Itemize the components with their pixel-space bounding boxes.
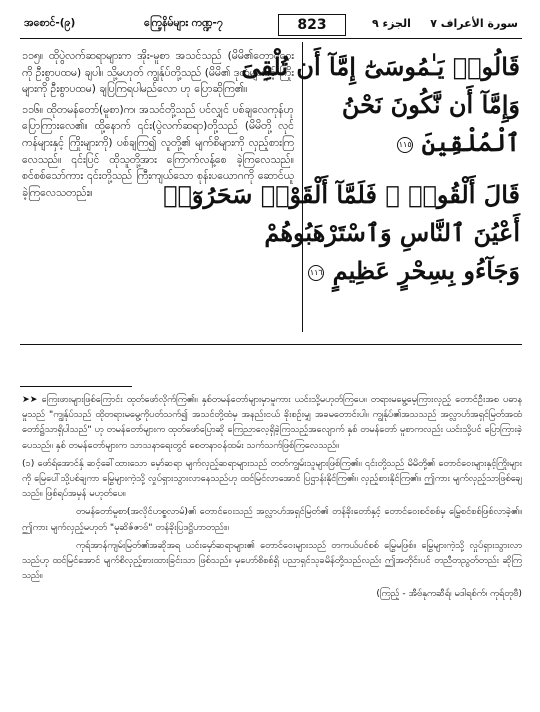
section-label: ကြေ့နိမ်များ ကဏ္ဍ-၇ xyxy=(144,17,223,29)
arabic-line-text: ٱلْمُلْقِينَ xyxy=(421,128,520,157)
footnote-paragraph: တမန်တော်မူစာ(အလိုင်ဟစ္စလာမ်)၏ တောင်ဝေးသည် အလ္လာဟ်အရှင်မြတ်၏ တန်ခိုးတော်နှင့် တောင်ဝေးစင်စစ်မှ မြွေစင်စစ်ဖြစ်လာခဲ့၏။ ဤကား မျက်လှည့်မဟုတ် "မုဆိဇ်ဇာဗ်" တန်ခိုးပြဒဋ္ဌိဟာတည်း။ xyxy=(22,506,522,533)
juz-label: الجزء ٩ xyxy=(372,17,411,30)
footnotes xyxy=(22,392,522,605)
translation-verse-115: ၁၁၅။ ထိုပွဲလက်ဆရာများက အိုး-မူစာ အသင်သည် (မိမိ၏တောင်ဝေးကို ဦးစွာပထမ) ချပါ။ သို့မဟုတ် ကျွန်ုပ်တို့သည် (မိမိ၏ ဒုတ်များနှင့် ကြိုးများကို ဦးစွာပထမ) ချပြကြရပါမည်လော ဟု ပြောဆိုကြ၏။ xyxy=(22,50,294,96)
arabic-line-text: وَجَآءُو بِسِحْرٍ عَظِيمٍ xyxy=(332,256,520,285)
arabic-line: قَالُوا۟ يَـٰمُوسَىٰٓ إِمَّآ أَن تُلْقِىَ xyxy=(241,52,520,81)
footnote-divider xyxy=(20,386,132,387)
translation-verse-116: ၁၁၆။ ထိုတမန်တော်(မူစာ)က၊ အသင်တို့သည် ပင်လျှင် ပစ်ချလေကုန်ဟု ပြောကြားလေ၏။ ထို့နောက် ၎င်း(ပွဲလက်ဆရာ)တို့သည် (မိမိတို့ လုင်ကန်များနှင့် ကြိုးများကို) ပစ်ချကြ၍ လူတို့၏ မျက်စိများကို လှည့်စားကြလေသည်။ ၎င်းပြင် ထိုသူတို့အား ကြောက်လန့်စေ ခဲ့ကြလေသည်။ စင်စစ်သော်ကား ၎င်းတို့သည် ကြီးကျယ်သော စုန်းပယောဂကို ဆောင်ယူခဲ့ကြလေသတည်း။ xyxy=(22,103,294,199)
arabic-line: أَعْيُنَ ٱلنَّاسِ وَٱسْتَرْهَبُوهُمْ xyxy=(264,218,520,247)
header-rule xyxy=(20,38,522,39)
footnote-paragraph: ကုရ်အာန်ကျမ်းမြတ်၏အဆိုအရ ယင်းမှော်ဆရာများ၏ တောင်ဝေးများသည် တကယ်ပင်စစ် မြွေမဖြစ်။ မြွေများကဲ့သို့ လှုပ်ရှားသွားလာသည်ဟု ထင်မြင်အောင် မျက်စိလှည့်စားထားခြင်းသာ ဖြစ်သည်။ မှဟော်စိစစ်ရှိ ပညာရှင်သုခမိန်တို့သည်လည်း ဤအတိုင်းပင် တညီတညွတ်တည်း ဆိုကြသည်။ xyxy=(22,539,522,582)
arabic-line xyxy=(309,252,520,290)
sura-label: سورة الأعراف ٧ xyxy=(430,17,518,30)
arabic-line xyxy=(312,124,520,162)
footnote-source: (ကြည့် - အီဗ်နုကဆီရ်၊ မဒါရစ်က်၊ ကုရ်တုဗီ) xyxy=(376,588,522,600)
arabic-column xyxy=(163,48,520,290)
volume-label: အစောင်-(၉) xyxy=(24,17,76,29)
page-number: 823 xyxy=(278,14,346,36)
running-header xyxy=(20,14,522,38)
body-bottom-rule xyxy=(20,344,522,345)
page xyxy=(20,14,522,704)
verse-number-marker: ١١٥ xyxy=(397,137,413,153)
arabic-line: قَالَ أَلْقُوا۟ ۖ فَلَمَّآ أَلْقَوْا۟ سَحَرُوٓا۟ xyxy=(163,180,520,209)
footnote-paragraph: (၁) ဖော်ရ်အောင်နှ် ဆင့်ခေါ်ထားသော မှော်ဆရာ မျက်လှည့်ဆရာများသည် တတ်ကျွမ်းသူများဖြစ်ကြ၏။ ၎င်းတို့သည် မိမိတို့၏ တောင်ဝေးများနှင့်ကြိုးများကို မြေပေါ်သို့ပစ်ချကာ မြွေများကဲ့သို့ လှုပ်ရှားသွားလာနေသည်ဟု ထင်မြင်လာအောင် ပြဌာန်းနိုင်ကြ၏။ လှည့်စားနိုင်ကြ၏။ ဤကား မျက်လှည့်သာဖြစ်ချေသည်။ ဖြစ်ရပ်အမှန် မဟုတ်ပေ။ xyxy=(22,457,522,500)
footnote-paragraph: ➤➤ ကြေးဖားများဖြစ်ကြောင်း ထုတ်ဖော်လိုက်ကြ၏။ နှစ်တမန်တော်များမှာမူကား ယင်းသို့မဟုတ်ကြပေ။ တရားမမွေ့မေ့ကြားလှည့် တောင်ဦးအစ ပဓာနမှုသည် "ကျွန်ုပ်သည် ထိုတရားမမွေ့ကိုပတ်သက်၍ အသင်တို့ထံမှ အနည်းငယ် ခိုးစဉ်းမျှ အခမတောင်းပါ။ ကျွန်ုပ်၏အသသည် အလ္လာဟ်အရှင်မြတ်အထံတော်၌သာရှိပါသည်" ဟု တမန်တော်များက ထုတ်ဖော်ပြောဆို ကြေညာလေ့ရှိခဲ့ကြသည့်အလျောက် နှစ် တမန်တော် မူစာကလည်း ယင်းသို့ပင် ပြောကြားခဲ့ပေသည်။ နှစ် တမန်တော်များက သာသနာရေးတွင် စေတနာဝန်ထမ်း သက်သက်ဖြစ်ကြလေသည်။ xyxy=(22,394,522,451)
arabic-line: وَإِمَّآ أَن نَّكُونَ نَحْنُ xyxy=(341,90,520,119)
verse-number-marker: ١١٦ xyxy=(308,265,324,281)
